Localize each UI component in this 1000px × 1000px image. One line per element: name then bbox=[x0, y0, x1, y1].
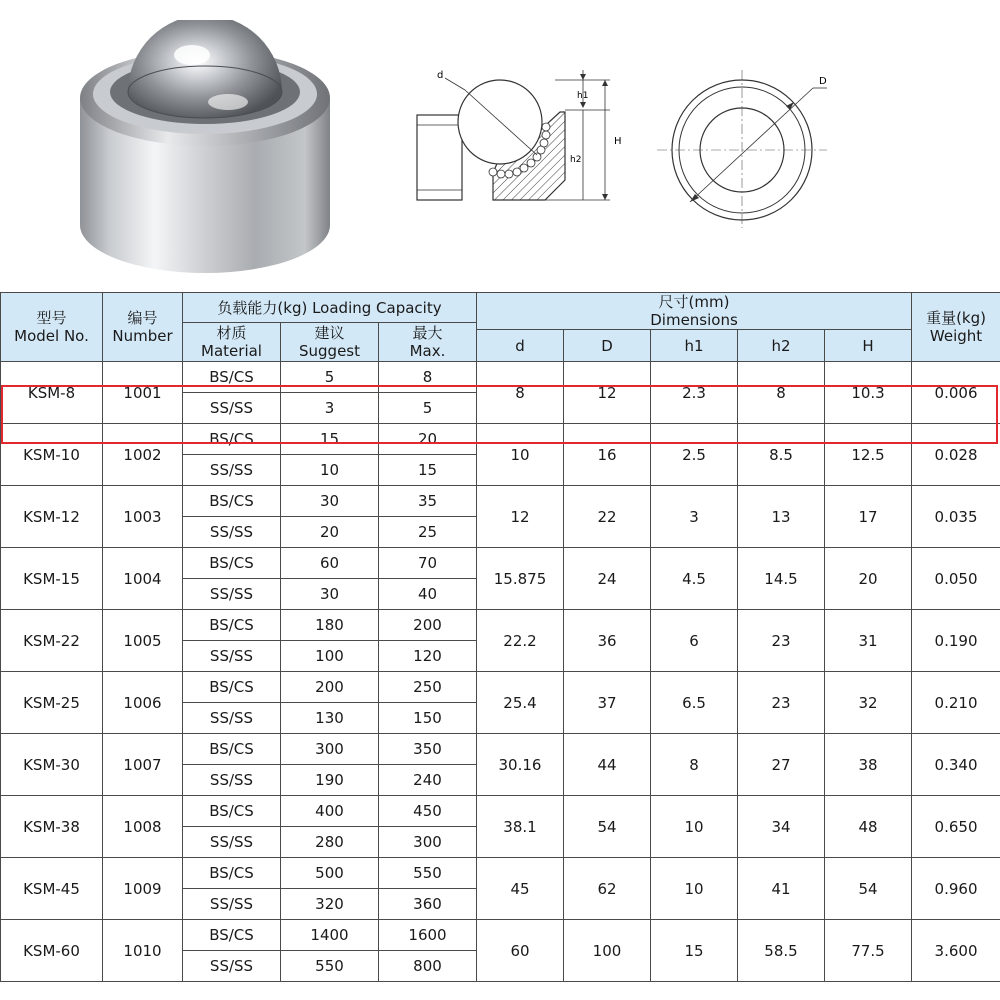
table-row bbox=[1, 672, 1000, 703]
side-section-drawing bbox=[405, 60, 630, 220]
suggest-cell: 20 bbox=[281, 517, 379, 548]
dim-h2-cell: 8.5 bbox=[738, 424, 825, 486]
dim-h1-cell: 10 bbox=[651, 796, 738, 858]
table-row bbox=[1, 362, 1000, 393]
dim-h1-cell: 15 bbox=[651, 920, 738, 982]
weight-cell: 0.035 bbox=[912, 486, 1000, 548]
max-cell: 8 bbox=[379, 362, 477, 393]
material-cell: BS/CS bbox=[183, 734, 281, 765]
dim-h2-cell: 23 bbox=[738, 672, 825, 734]
dim-d-cell: 25.4 bbox=[477, 672, 564, 734]
material-cell: BS/CS bbox=[183, 486, 281, 517]
header-h2: h2 bbox=[738, 330, 825, 362]
product-figure-area bbox=[0, 0, 1000, 292]
model-cell: KSM-8 bbox=[1, 362, 103, 424]
table-row bbox=[1, 858, 1000, 889]
dim-H-cell: 54 bbox=[825, 858, 912, 920]
table-body bbox=[1, 362, 1000, 982]
model-cell: KSM-30 bbox=[1, 734, 103, 796]
dim-d-cell: 10 bbox=[477, 424, 564, 486]
dim-d-cell: 15.875 bbox=[477, 548, 564, 610]
dim-h2-cell: 34 bbox=[738, 796, 825, 858]
material-cell: SS/SS bbox=[183, 765, 281, 796]
suggest-cell: 400 bbox=[281, 796, 379, 827]
ball-transfer-unit-photo bbox=[70, 20, 340, 275]
dim-D-cell: 100 bbox=[564, 920, 651, 982]
header-h1: h1 bbox=[651, 330, 738, 362]
label-h2: h2 bbox=[570, 155, 582, 165]
suggest-cell: 300 bbox=[281, 734, 379, 765]
weight-cell: 0.650 bbox=[912, 796, 1000, 858]
model-cell: KSM-12 bbox=[1, 486, 103, 548]
max-cell: 40 bbox=[379, 579, 477, 610]
dim-h2-cell: 41 bbox=[738, 858, 825, 920]
dim-D-cell: 36 bbox=[564, 610, 651, 672]
model-cell: KSM-45 bbox=[1, 858, 103, 920]
max-cell: 70 bbox=[379, 548, 477, 579]
suggest-cell: 550 bbox=[281, 951, 379, 982]
suggest-cell: 1400 bbox=[281, 920, 379, 951]
header-weight: 重量(kg) Weight bbox=[912, 293, 1000, 362]
model-cell: KSM-25 bbox=[1, 672, 103, 734]
dim-D-cell: 54 bbox=[564, 796, 651, 858]
specification-table bbox=[0, 292, 1000, 982]
dim-h1-cell: 4.5 bbox=[651, 548, 738, 610]
suggest-cell: 60 bbox=[281, 548, 379, 579]
number-cell: 1005 bbox=[103, 610, 183, 672]
material-cell: SS/SS bbox=[183, 455, 281, 486]
material-cell: SS/SS bbox=[183, 951, 281, 982]
max-cell: 25 bbox=[379, 517, 477, 548]
number-cell: 1003 bbox=[103, 486, 183, 548]
suggest-cell: 10 bbox=[281, 455, 379, 486]
dim-h2-cell: 27 bbox=[738, 734, 825, 796]
suggest-cell: 280 bbox=[281, 827, 379, 858]
label-H: H bbox=[614, 136, 622, 147]
model-cell: KSM-38 bbox=[1, 796, 103, 858]
max-cell: 200 bbox=[379, 610, 477, 641]
max-cell: 1600 bbox=[379, 920, 477, 951]
table-row bbox=[1, 424, 1000, 455]
weight-cell: 0.050 bbox=[912, 548, 1000, 610]
suggest-cell: 180 bbox=[281, 610, 379, 641]
table-header bbox=[1, 293, 1000, 362]
material-cell: BS/CS bbox=[183, 796, 281, 827]
dim-h1-cell: 2.5 bbox=[651, 424, 738, 486]
max-cell: 15 bbox=[379, 455, 477, 486]
suggest-cell: 5 bbox=[281, 362, 379, 393]
material-cell: BS/CS bbox=[183, 672, 281, 703]
dim-h1-cell: 10 bbox=[651, 858, 738, 920]
max-cell: 35 bbox=[379, 486, 477, 517]
model-cell: KSM-10 bbox=[1, 424, 103, 486]
header-number: 编号 Number bbox=[103, 293, 183, 362]
dim-d-cell: 22.2 bbox=[477, 610, 564, 672]
dim-D-cell: 16 bbox=[564, 424, 651, 486]
dim-d-cell: 38.1 bbox=[477, 796, 564, 858]
dim-D-cell: 62 bbox=[564, 858, 651, 920]
dim-d-cell: 30.16 bbox=[477, 734, 564, 796]
model-cell: KSM-15 bbox=[1, 548, 103, 610]
weight-cell: 0.340 bbox=[912, 734, 1000, 796]
max-cell: 550 bbox=[379, 858, 477, 889]
header-loading-capacity: 负载能力(kg) Loading Capacity bbox=[183, 293, 477, 323]
dim-h1-cell: 6.5 bbox=[651, 672, 738, 734]
dim-D-cell: 44 bbox=[564, 734, 651, 796]
max-cell: 120 bbox=[379, 641, 477, 672]
dim-D-cell: 24 bbox=[564, 548, 651, 610]
dim-d-cell: 60 bbox=[477, 920, 564, 982]
number-cell: 1007 bbox=[103, 734, 183, 796]
material-cell: BS/CS bbox=[183, 610, 281, 641]
material-cell: BS/CS bbox=[183, 548, 281, 579]
material-cell: BS/CS bbox=[183, 920, 281, 951]
material-cell: BS/CS bbox=[183, 424, 281, 455]
material-cell: BS/CS bbox=[183, 362, 281, 393]
model-cell: KSM-60 bbox=[1, 920, 103, 982]
material-cell: SS/SS bbox=[183, 579, 281, 610]
material-cell: BS/CS bbox=[183, 858, 281, 889]
table-row bbox=[1, 486, 1000, 517]
suggest-cell: 100 bbox=[281, 641, 379, 672]
max-cell: 300 bbox=[379, 827, 477, 858]
material-cell: SS/SS bbox=[183, 641, 281, 672]
header-d: d bbox=[477, 330, 564, 362]
table-row bbox=[1, 796, 1000, 827]
suggest-cell: 3 bbox=[281, 393, 379, 424]
dim-h2-cell: 13 bbox=[738, 486, 825, 548]
dim-H-cell: 10.3 bbox=[825, 362, 912, 424]
dim-H-cell: 32 bbox=[825, 672, 912, 734]
number-cell: 1004 bbox=[103, 548, 183, 610]
suggest-cell: 320 bbox=[281, 889, 379, 920]
model-cell: KSM-22 bbox=[1, 610, 103, 672]
dim-h2-cell: 23 bbox=[738, 610, 825, 672]
max-cell: 360 bbox=[379, 889, 477, 920]
header-suggest: 建议 Suggest bbox=[281, 323, 379, 362]
table-row bbox=[1, 920, 1000, 951]
weight-cell: 0.190 bbox=[912, 610, 1000, 672]
number-cell: 1008 bbox=[103, 796, 183, 858]
header-D: D bbox=[564, 330, 651, 362]
dim-h1-cell: 6 bbox=[651, 610, 738, 672]
weight-cell: 0.210 bbox=[912, 672, 1000, 734]
suggest-cell: 500 bbox=[281, 858, 379, 889]
dim-H-cell: 17 bbox=[825, 486, 912, 548]
dim-d-cell: 12 bbox=[477, 486, 564, 548]
header-max: 最大 Max. bbox=[379, 323, 477, 362]
weight-cell: 0.028 bbox=[912, 424, 1000, 486]
dim-h2-cell: 8 bbox=[738, 362, 825, 424]
header-model: 型号 Model No. bbox=[1, 293, 103, 362]
material-cell: SS/SS bbox=[183, 393, 281, 424]
label-D: D bbox=[819, 76, 827, 87]
table-row bbox=[1, 548, 1000, 579]
dim-d-cell: 8 bbox=[477, 362, 564, 424]
table-row bbox=[1, 610, 1000, 641]
max-cell: 450 bbox=[379, 796, 477, 827]
dim-h2-cell: 58.5 bbox=[738, 920, 825, 982]
weight-cell: 3.600 bbox=[912, 920, 1000, 982]
dim-H-cell: 31 bbox=[825, 610, 912, 672]
dim-H-cell: 77.5 bbox=[825, 920, 912, 982]
material-cell: SS/SS bbox=[183, 517, 281, 548]
suggest-cell: 130 bbox=[281, 703, 379, 734]
number-cell: 1006 bbox=[103, 672, 183, 734]
max-cell: 240 bbox=[379, 765, 477, 796]
number-cell: 1009 bbox=[103, 858, 183, 920]
dim-D-cell: 12 bbox=[564, 362, 651, 424]
suggest-cell: 190 bbox=[281, 765, 379, 796]
dim-h1-cell: 8 bbox=[651, 734, 738, 796]
dim-H-cell: 38 bbox=[825, 734, 912, 796]
max-cell: 350 bbox=[379, 734, 477, 765]
dim-H-cell: 12.5 bbox=[825, 424, 912, 486]
material-cell: SS/SS bbox=[183, 827, 281, 858]
dim-d-cell: 45 bbox=[477, 858, 564, 920]
top-view-drawing bbox=[655, 68, 840, 228]
label-d: d bbox=[437, 70, 444, 81]
header-dimensions: 尺寸(mm) Dimensions bbox=[477, 293, 912, 330]
max-cell: 800 bbox=[379, 951, 477, 982]
dim-D-cell: 37 bbox=[564, 672, 651, 734]
table-row bbox=[1, 734, 1000, 765]
dim-H-cell: 48 bbox=[825, 796, 912, 858]
max-cell: 250 bbox=[379, 672, 477, 703]
weight-cell: 0.960 bbox=[912, 858, 1000, 920]
max-cell: 150 bbox=[379, 703, 477, 734]
max-cell: 5 bbox=[379, 393, 477, 424]
suggest-cell: 30 bbox=[281, 579, 379, 610]
number-cell: 1002 bbox=[103, 424, 183, 486]
max-cell: 20 bbox=[379, 424, 477, 455]
suggest-cell: 200 bbox=[281, 672, 379, 703]
material-cell: SS/SS bbox=[183, 889, 281, 920]
suggest-cell: 30 bbox=[281, 486, 379, 517]
dim-h1-cell: 2.3 bbox=[651, 362, 738, 424]
number-cell: 1010 bbox=[103, 920, 183, 982]
label-h1: h1 bbox=[577, 91, 589, 101]
dim-h1-cell: 3 bbox=[651, 486, 738, 548]
dim-h2-cell: 14.5 bbox=[738, 548, 825, 610]
header-H: H bbox=[825, 330, 912, 362]
header-material: 材质 Material bbox=[183, 323, 281, 362]
number-cell: 1001 bbox=[103, 362, 183, 424]
weight-cell: 0.006 bbox=[912, 362, 1000, 424]
suggest-cell: 15 bbox=[281, 424, 379, 455]
dim-H-cell: 20 bbox=[825, 548, 912, 610]
dim-D-cell: 22 bbox=[564, 486, 651, 548]
material-cell: SS/SS bbox=[183, 703, 281, 734]
